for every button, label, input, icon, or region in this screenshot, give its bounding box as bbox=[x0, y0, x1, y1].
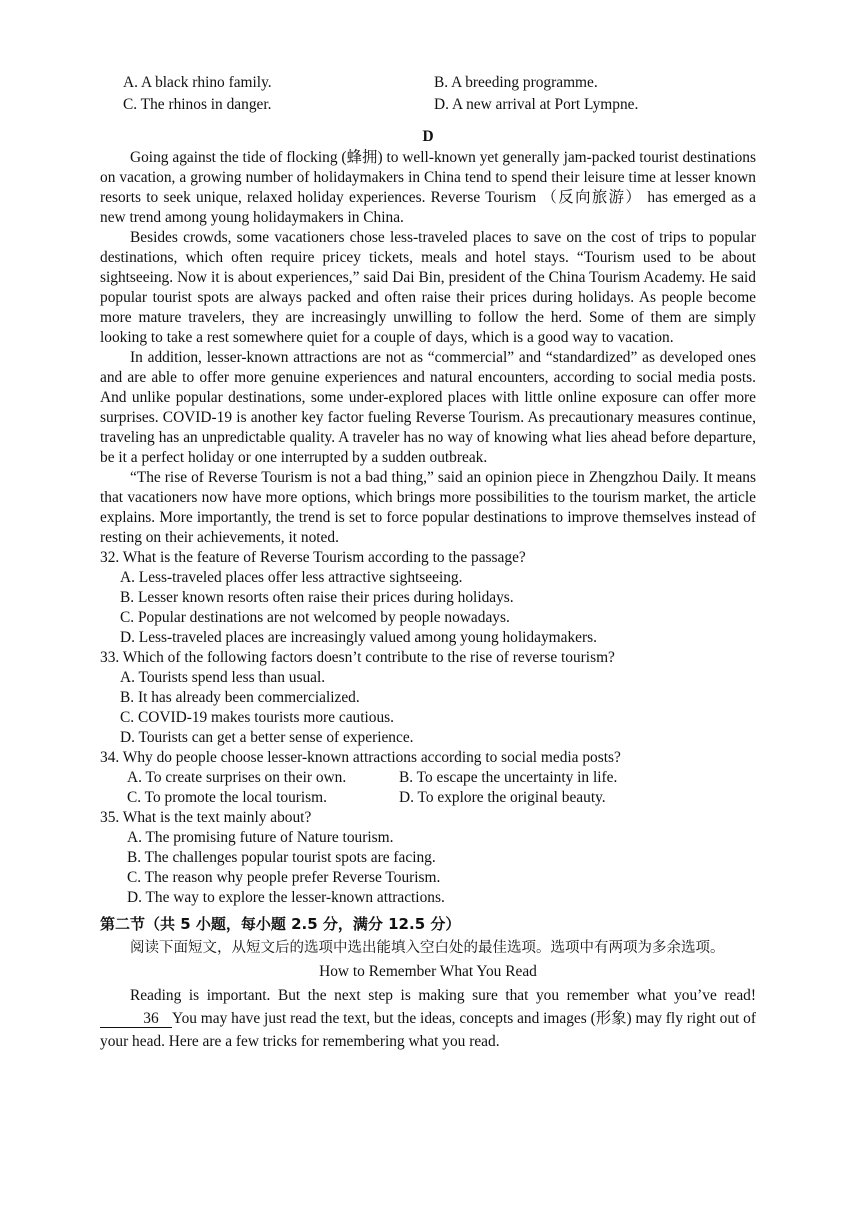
option-c: C. To promote the local tourism. bbox=[127, 789, 327, 806]
question-stem: 32. What is the feature of Reverse Tourism according to the passage? bbox=[100, 549, 526, 566]
option-a: A. Less-traveled places offer less attractive sightseeing. bbox=[120, 569, 463, 586]
section-d-heading: D bbox=[422, 128, 434, 145]
article-title: How to Remember What You Read bbox=[319, 963, 537, 980]
prev-option-b: B. A breeding programme. bbox=[434, 74, 598, 91]
passage-paragraph: Going against the tide of flocking (蜂拥) to well-known yet generally jam-packed tourist destinations on vacation, a growing number of holidaymakers in China tend to spend their leisure time at lesser known resorts to seek unique, relaxed holiday experiences. Reverse Tourism （反向旅游） has emerged as a new trend among young holidaymakers in China. bbox=[100, 149, 756, 226]
question-32 bbox=[100, 548, 756, 648]
prev-option-d: D. A new arrival at Port Lympne. bbox=[434, 96, 639, 113]
option-d: D. The way to explore the lesser-known attractions. bbox=[127, 889, 445, 906]
options-row bbox=[127, 788, 756, 808]
option-c: C. COVID-19 makes tourists more cautious. bbox=[120, 709, 395, 726]
question-33 bbox=[100, 648, 756, 748]
question-stem: 35. What is the text mainly about? bbox=[100, 809, 312, 826]
option-b: B. Lesser known resorts often raise their prices during holidays. bbox=[120, 589, 514, 606]
prev-options-row-2 bbox=[123, 94, 756, 116]
section-2-title: 第二节（共 5 小题，每小题 2.5 分，满分 12.5 分） bbox=[100, 915, 461, 933]
option-b: B. It has already been commercialized. bbox=[120, 689, 360, 706]
options-row bbox=[127, 768, 756, 788]
section-2-instruction: 阅读下面短文，从短文后的选项中选出能填入空白处的最佳选项。选项中有两项为多余选项。 bbox=[130, 940, 725, 956]
exam-page bbox=[100, 72, 756, 1053]
option-b: B. The challenges popular tourist spots are facing. bbox=[127, 849, 436, 866]
option-d: D. Less-traveled places are increasingly valued among young holidaymakers. bbox=[120, 629, 597, 646]
article-paragraph bbox=[100, 984, 756, 1053]
prev-option-c: C. The rhinos in danger. bbox=[123, 96, 272, 113]
option-c: C. The reason why people prefer Reverse Tourism. bbox=[127, 869, 441, 886]
option-a: A. To create surprises on their own. bbox=[127, 769, 347, 786]
blank-36[interactable]: 36 bbox=[100, 1011, 172, 1028]
question-34 bbox=[100, 748, 756, 808]
option-a: A. The promising future of Nature tourism. bbox=[127, 829, 394, 846]
question-stem: 33. Which of the following factors doesn’t contribute to the rise of reverse tourism? bbox=[100, 649, 615, 666]
option-d: D. Tourists can get a better sense of experience. bbox=[120, 729, 414, 746]
passage-paragraph: Besides crowds, some vacationers chose less-traveled places to save on the cost of trips to popular destinations, which often require pricey tickets, meals and hotel stays. “Tourism used to be about sightseeing. Now it is about experiences,” said Dai Bin, president of the China Tourism Academy. He said popular tourist spots are always packed and often raise their prices during holidays. As people become more mature travelers, they are increasingly unwilling to follow the herd. Some of them are simply looking to take a rest somewhere quiet for a couple of days, which is a good way to vacation. bbox=[100, 229, 756, 346]
option-b: B. To escape the uncertainty in life. bbox=[399, 769, 618, 786]
question-stem: 34. Why do people choose lesser-known attractions according to social media posts? bbox=[100, 749, 621, 766]
option-a: A. Tourists spend less than usual. bbox=[120, 669, 326, 686]
passage-paragraph: “The rise of Reverse Tourism is not a bad thing,” said an opinion piece in Zhengzhou Daily. It means that vacationers now have more options, which brings more possibilities to the tourism market, the article explains. More importantly, the trend is set to force popular destinations to improve themselves instead of resting on their achievements, it noted. bbox=[100, 469, 756, 546]
paragraph-end: You may have just read the text, but the ideas, concepts and images (形象) may fly right out of your head. Here are a few tricks for remembering what you read. bbox=[100, 1010, 757, 1050]
paragraph-start: Reading is important. But the next step is making sure that you remember what you’ve read! bbox=[130, 987, 756, 1004]
question-35 bbox=[100, 808, 756, 908]
prev-option-a: A. A black rhino family. bbox=[123, 74, 272, 91]
option-c: C. Popular destinations are not welcomed by people nowadays. bbox=[120, 609, 510, 626]
passage-paragraph: In addition, lesser-known attractions are not as “commercial” and “standardized” as developed ones and are able to offer more genuine experiences and natural encounters, according to social media posts. And unlike popular destinations, some under-explored places with little online exposure can offer more surprises. COVID-19 is another key factor fueling Reverse Tourism. As precautionary measures continue, traveling has an unpredictable quality. A traveler has no way of knowing what lies ahead before departure, be it a perfect holiday or one interrupted by a sudden outbreak. bbox=[100, 349, 756, 466]
prev-options-row-1 bbox=[123, 72, 756, 94]
option-d: D. To explore the original beauty. bbox=[399, 789, 606, 806]
